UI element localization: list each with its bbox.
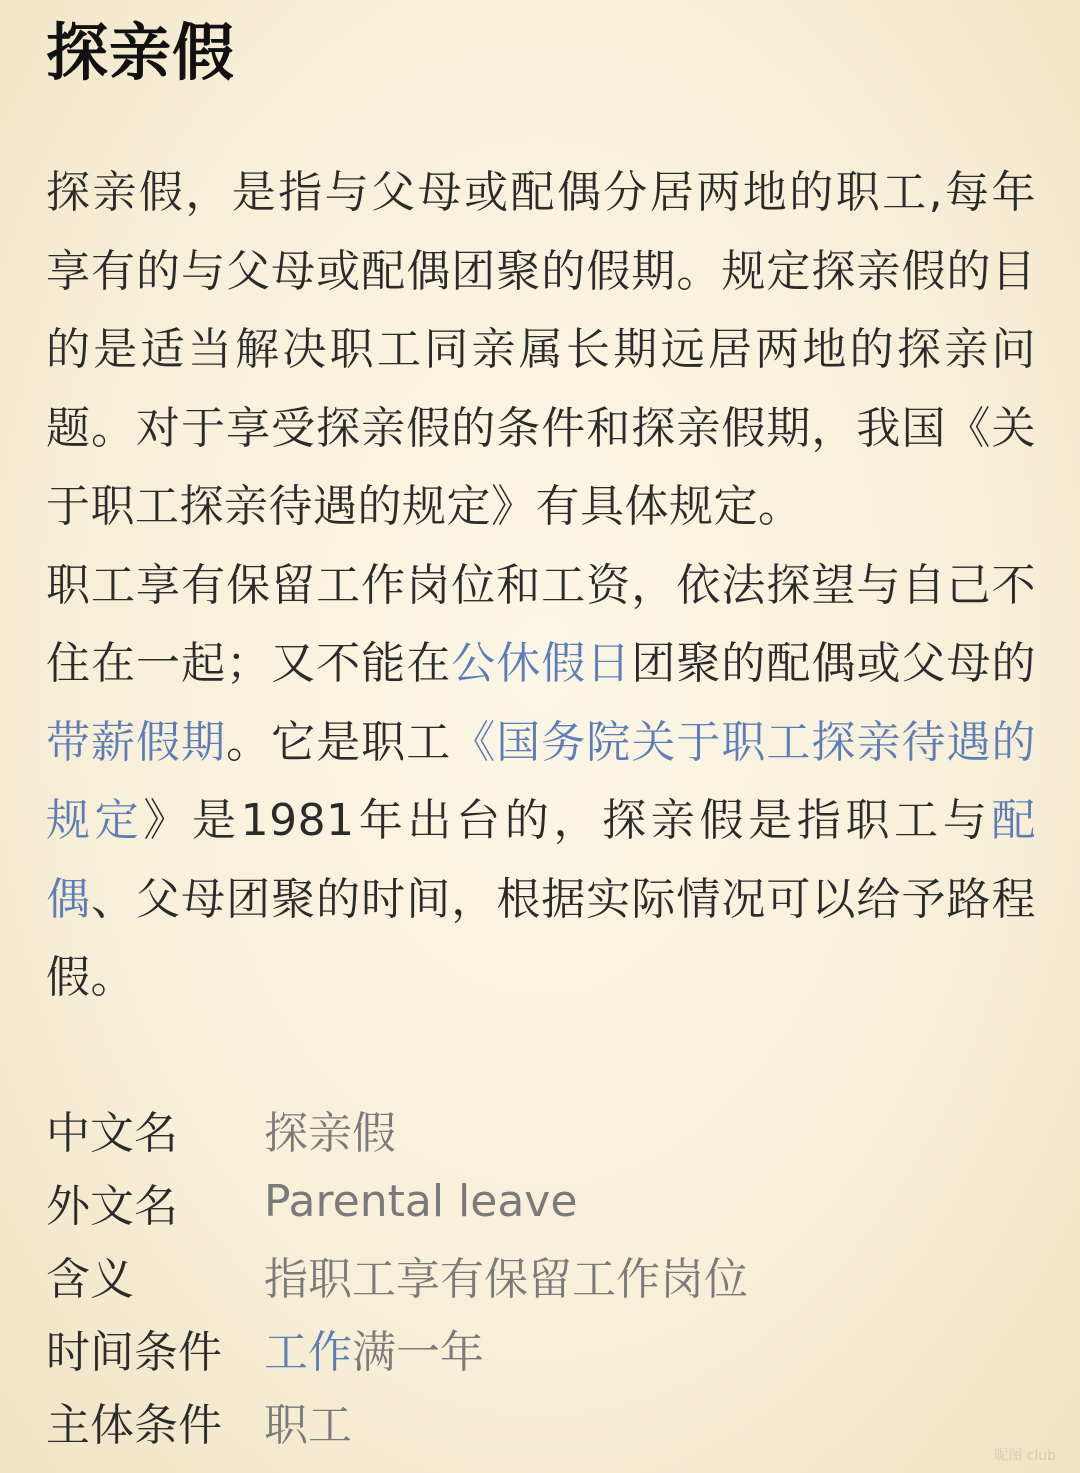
infobox-value: [264, 1316, 484, 1380]
detail-text-2: 团聚的配偶或父母的: [631, 638, 1037, 689]
detail-text-4: 》是1981年出台的，探亲假是指职工与: [143, 795, 992, 846]
infobox-label: 中文名: [46, 1107, 178, 1159]
detail-text-5: 、父母团聚的时间，根据实际情况可以给予路程假。: [46, 873, 1037, 1003]
infobox-label: 主体条件: [46, 1399, 222, 1451]
link-state-council-regulation[interactable]: 《国务院关于职工探亲待遇的规定: [46, 716, 1037, 846]
infobox-label: 含义: [46, 1253, 134, 1305]
infobox-label: 外文名: [46, 1180, 178, 1232]
infobox-value: Parental leave: [264, 1176, 578, 1227]
infobox-row-subject-condition: [46, 1384, 1036, 1457]
link-spouse[interactable]: 配偶: [46, 795, 1036, 925]
infobox-value: 职工: [264, 1399, 352, 1451]
page-title: 探亲假: [46, 16, 236, 89]
infobox: [46, 1092, 1036, 1457]
infobox-label: 时间条件: [46, 1326, 222, 1378]
detail-text-3: 。它是职工: [226, 716, 452, 768]
detail-text-1: 职工享有保留工作岗位和工资，依法探望与自己不住在一起；又不能在: [46, 559, 1036, 689]
infobox-value: 探亲假: [264, 1107, 396, 1159]
infobox-row-time-condition: [46, 1311, 1036, 1384]
infobox-row-meaning: [46, 1238, 1036, 1311]
link-public-holiday[interactable]: 公休假日: [451, 638, 632, 689]
article-body: [46, 154, 1036, 1018]
detail-paragraph: [46, 547, 1036, 1018]
link-work[interactable]: 工作: [264, 1326, 352, 1378]
infobox-row-chinese-name: [46, 1092, 1036, 1165]
intro-paragraph: 探亲假，是指与父母或配偶分居两地的职工,每年享有的与父母或配偶团聚的假期。规定探亲假的目的是适当解决职工同亲属长期远居两地的探亲问题。对于享受探亲假的条件和探亲假期，我国《关于职工探亲待遇的规定》有具体规定。: [46, 167, 1036, 532]
watermark: 昵图 club: [994, 1448, 1056, 1464]
infobox-value-text: 满一年: [352, 1326, 484, 1378]
link-paid-leave[interactable]: 带薪假期: [46, 716, 227, 768]
infobox-value: 指职工享有保留工作岗位: [264, 1253, 748, 1305]
infobox-row-foreign-name: [46, 1165, 1036, 1238]
